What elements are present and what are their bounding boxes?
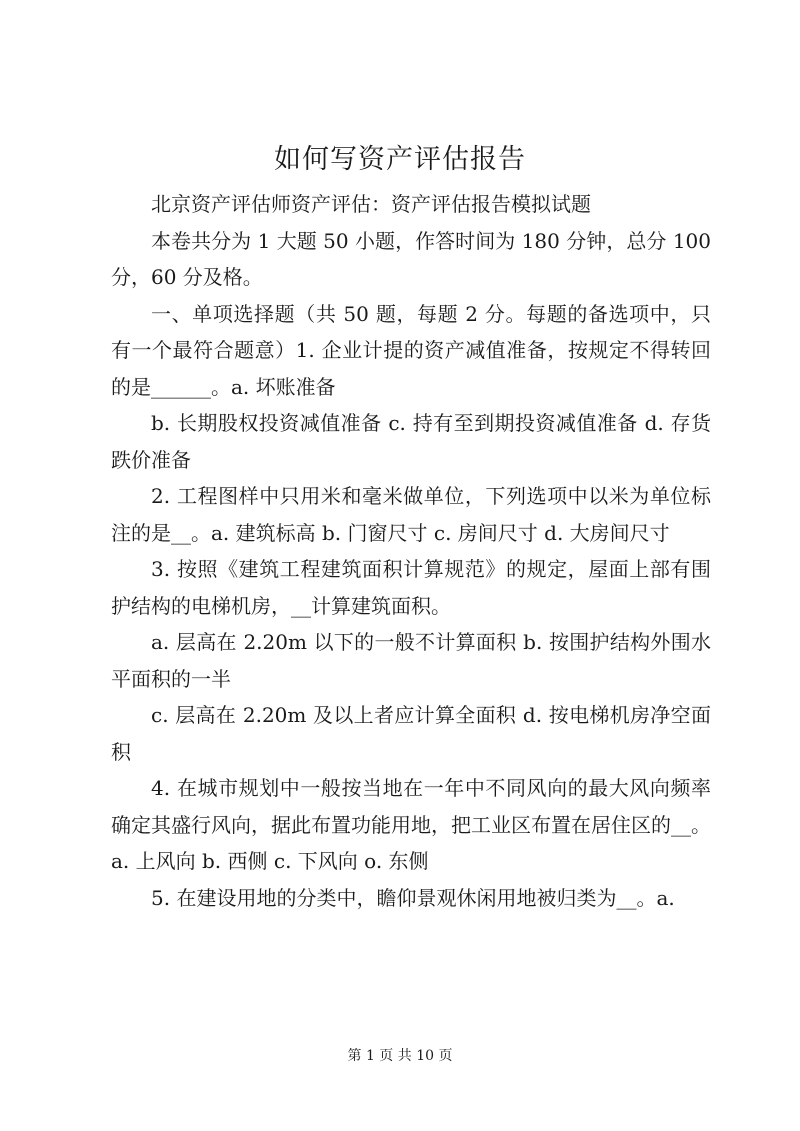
document-title: 如何写资产评估报告 xyxy=(274,144,526,175)
paragraph-question-5: 5. 在建设用地的分类中，瞻仰景观休闲用地被归类为__。a. xyxy=(151,885,675,910)
paragraph-question-3-options-cd: c. 层高在 2.20m 及以上者应计算全面积 d. 按电梯机房净空面积 xyxy=(111,703,711,764)
paragraph-question-1: 一、单项选择题（共 50 题，每题 2 分。每题的备选项中，只有一个最符合题意）1. 企业计提的资产减值准备，按规定不得转回的是______。a. 坏账准备 xyxy=(111,301,711,399)
paragraph-subtitle: 北京资产评估师资产评估：资产评估报告模拟试题 xyxy=(151,192,591,216)
page-footer: 第 1 页 共 10 页 xyxy=(347,1048,453,1064)
paragraph-question-3-options-ab: a. 层高在 2.20m 以下的一般不计算面积 b. 按围护结构外围水平面积的一半 xyxy=(111,630,711,691)
paragraph-question-2: 2. 工程图样中只用米和毫米做单位，下列选项中以米为单位标注的是__。a. 建筑标高 b. 门窗尺寸 c. 房间尺寸 d. 大房间尺寸 xyxy=(111,484,711,545)
document-body xyxy=(111,186,711,916)
paragraph-exam-info: 本卷共分为 1 大题 50 小题，作答时间为 180 分钟，总分 100 分，60 分及格。 xyxy=(111,228,711,289)
paragraph-question-4: 4. 在城市规划中一般按当地在一年中不同风向的最大风向频率确定其盛行风向，据此布置功能用地，把工业区布置在居住区的__。a. 上风向 b. 西侧 c. 下风向 o. 东侧 xyxy=(111,776,711,873)
paragraph-question-1-options: b. 长期股权投资减值准备 c. 持有至到期投资减值准备 d. 存货跌价准备 xyxy=(111,411,711,472)
paragraph-question-3: 3. 按照《建筑工程建筑面积计算规范》的规定，屋面上部有围护结构的电梯机房，__计算建筑面积。 xyxy=(111,557,711,618)
